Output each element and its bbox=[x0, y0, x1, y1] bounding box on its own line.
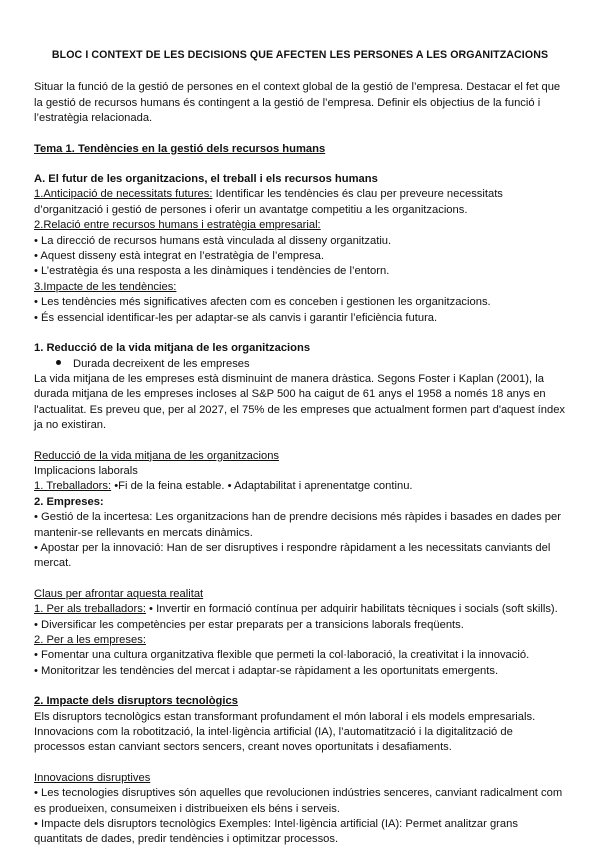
paragraph-line: Els disruptors tecnològics estan transformant profundament el món laboral i els models empresarials. bbox=[34, 710, 536, 723]
circle-bullet-item bbox=[34, 357, 566, 372]
per-treballadors-text: • Invertir en formació contínua per adquirir habilitats tècniques i socials (soft skills). bbox=[145, 603, 558, 616]
paragraph-line: durada mitjana de les empreses incloses al S&P 500 ha caigut de 61 anys el 1958 a només 18 anys en bbox=[34, 388, 546, 401]
bullet-item: • Aquest disseny està integrat en l’estratègia de l’empresa. bbox=[34, 250, 324, 263]
section-a-point-3-label: 3.Impacte de les tendències: bbox=[34, 280, 177, 293]
bullet-item: • Les tendències més significatives afecten com es conceben i gestionen les organitzacions. bbox=[34, 296, 491, 309]
bullet-item: quantitats de dades, predir tendències i optimitzar processos. bbox=[34, 833, 339, 846]
empreses-label: 2. Empreses: bbox=[34, 495, 104, 508]
bullet-item: • La direcció de recursos humans està vinculada al disseny organitzatiu. bbox=[34, 234, 392, 247]
section-a-point-1 bbox=[34, 187, 566, 202]
treballadors-line bbox=[34, 479, 566, 494]
bullet-item: es produeixen, consumeixen i distribueixen els béns i serveis. bbox=[34, 802, 340, 815]
intro-line: la gestió de recursos humans és contingent a la gestió de l’empresa. Definir els objectius de la funció i bbox=[34, 96, 541, 109]
paragraph-line: Innovacions com la robotització, la intel·ligència artificial (IA), l’automatització i la digitalització de bbox=[34, 726, 513, 739]
bullet-item: • Apostar per la innovació: Han de ser disruptives i respondre ràpidament a les necessitats canviants del bbox=[34, 541, 551, 554]
bullet-item: • Diversificar les competències per estar preparats per a transicions laborals freqüents. bbox=[34, 618, 464, 631]
point-1-label: 1.Anticipació de necessitats futures: bbox=[34, 188, 213, 201]
bullet-item: mantenir-se rellevants en mercats dinàmics. bbox=[34, 526, 253, 539]
tema1-heading: Tema 1. Tendències en la gestió dels recursos humans bbox=[34, 142, 326, 155]
treballadors-text: •Fi de la feina estable. • Adaptabilitat i aprenentatge continu. bbox=[111, 480, 413, 493]
bullet-dot-icon bbox=[56, 360, 61, 365]
intro-line: l’estratègia relacionada. bbox=[34, 112, 153, 125]
subsection-heading: Reducció de la vida mitjana de les organitzacions bbox=[34, 449, 280, 462]
document-title: BLOC I CONTEXT DE LES DECISIONS QUE AFECTEN LES PERSONES A LES ORGANITZACIONS bbox=[51, 49, 549, 61]
intro-line: Situar la funció de la gestió de persones en el context global de la gestió de l’empresa. Destacar el fet que bbox=[34, 81, 561, 94]
intro-paragraph bbox=[34, 80, 566, 126]
paragraph-line: ja no existiran. bbox=[34, 419, 107, 432]
bullet-item: • És essencial identificar-les per adaptar-se als canvis i garantir l’eficiència futura. bbox=[34, 311, 438, 324]
treballadors-label: 1. Treballadors: bbox=[34, 480, 112, 493]
section-a-heading: A. El futur de les organitzacions, el treball i els recursos humans bbox=[34, 173, 378, 186]
bullet-item: • Impacte dels disruptors tecnològics Exemples: Intel·ligència artificial (IA): Permet analitzar grans bbox=[34, 818, 518, 831]
section-a-point-2-label: 2.Relació entre recursos humans i estratègia empresarial: bbox=[34, 219, 321, 232]
implicacions-label: Implicacions laborals bbox=[34, 464, 138, 477]
per-treballadors-line bbox=[34, 602, 566, 617]
bullet-item: • Monitoritzar les tendències del mercat i adaptar-se ràpidament a les oportunitats emergents. bbox=[34, 664, 499, 677]
paragraph-line: processos estan canviant sectors sencers, creant noves oportunitats i desafiaments. bbox=[34, 741, 452, 754]
point-1-text: Identificar les tendències és clau per preveure necessitats bbox=[212, 188, 503, 201]
bullet-item: • Gestió de la incertesa: Les organitzacions han de prendre decisions més ràpides i basades en dades per bbox=[34, 511, 561, 524]
per-treballadors-label: 1. Per als treballadors: bbox=[34, 603, 146, 616]
claus-heading: Claus per afrontar aquesta realitat bbox=[34, 587, 204, 600]
bullet-item: • L’estratègia és una resposta a les dinàmiques i tendències de l’entorn. bbox=[34, 265, 390, 278]
bullet-item: mercat. bbox=[34, 557, 72, 570]
bullet-item: • Fomentar una cultura organitzativa flexible que permeti la col·laboració, la creativitat i la innovació. bbox=[34, 649, 530, 662]
point-1-continuation: d’organització i gestió de persones i oferir un avantatge competitiu a les organitzacions. bbox=[34, 203, 468, 216]
paragraph-line: l'actualitat. Es preveu que, per al 2027, el 75% de les empreses que actualment formen part d'aquest índex bbox=[34, 403, 566, 416]
circle-bullet-text: Durada decreixent de les empreses bbox=[73, 357, 250, 370]
section-2-heading: 2. Impacte dels disruptors tecnològics bbox=[34, 695, 238, 708]
paragraph-line: La vida mitjana de les empreses està disminuint de manera dràstica. Segons Foster i Kaplan (2001), la bbox=[34, 372, 544, 385]
per-empreses-label: 2. Per a les empreses: bbox=[34, 634, 146, 646]
innovacions-heading: Innovacions disruptives bbox=[34, 771, 151, 784]
bullet-item: • Les tecnologies disruptives són aquelles que revolucionen indústries senceres, canviant radicalment com bbox=[34, 787, 563, 800]
section-1-heading: 1. Reducció de la vida mitjana de les organitzacions bbox=[34, 342, 311, 355]
